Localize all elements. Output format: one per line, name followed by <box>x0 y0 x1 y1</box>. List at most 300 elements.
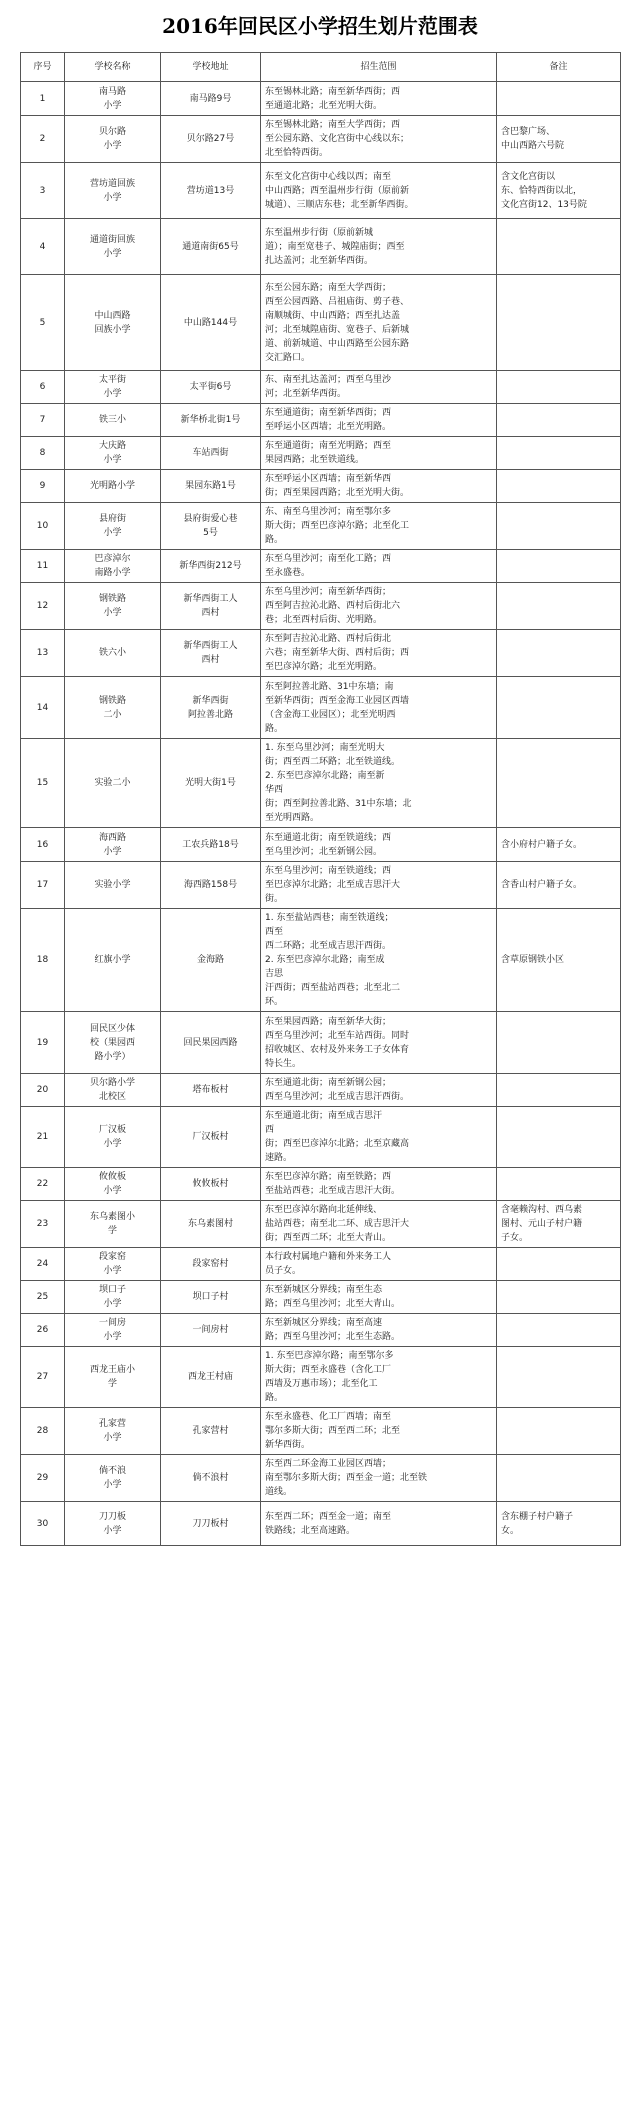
cell-enrollment-range-line: 东至乌里沙河；南至化工路；西 <box>265 554 392 564</box>
enrollment-table <box>20 52 621 1546</box>
cell-enrollment-range-line: 交汇路口。 <box>265 352 311 363</box>
cell-enrollment-range-line: 扎达盖河；北至新华西街。 <box>265 255 374 266</box>
table-row <box>21 503 621 550</box>
cell-enrollment-range-line: 路；西至乌里沙河；北至大青山。 <box>265 1299 401 1309</box>
cell-school-name <box>65 1408 161 1455</box>
cell-no: 21 <box>21 1107 65 1168</box>
cell-note <box>497 1107 621 1168</box>
cell-school-address <box>161 82 261 116</box>
cell-enrollment-range-line: 西二环路；北至成吉思汗西街。 <box>265 941 392 951</box>
cell-school-name-line: 坝口子 <box>98 1285 126 1295</box>
table-row <box>21 630 621 677</box>
cell-enrollment-range-line: 东至锡林北路；南至大学西街；西 <box>265 120 401 130</box>
cell-school-name-line: 贝尔路小学 <box>89 1078 135 1088</box>
cell-note-line: 图村、元山子村户籍 <box>501 1219 583 1229</box>
cell-school-name-line: 海西路 <box>98 832 126 843</box>
cell-school-name-line: 小学 <box>103 1332 122 1342</box>
cell-school-address <box>161 1074 261 1107</box>
cell-note-line: 含文化宫街以 <box>501 171 556 182</box>
cell-enrollment-range-line: 城道）、三顺店东巷；北至新华西街。 <box>265 199 414 210</box>
cell-enrollment-range-line: 东至温州步行街（原前新城 <box>265 227 374 238</box>
cell-enrollment-range <box>261 1408 497 1455</box>
cell-school-address-line: 太平街6号 <box>189 382 232 392</box>
cell-school-name <box>65 909 161 1012</box>
cell-note <box>497 550 621 583</box>
cell-school-address-line: 西村 <box>201 655 220 665</box>
header-note: 备注 <box>497 53 621 82</box>
cell-school-name-line: 学 <box>107 1379 117 1389</box>
cell-school-name-line: 小学 <box>103 192 122 203</box>
cell-school-name <box>65 677 161 739</box>
cell-enrollment-range-line: 2. 东至巴彦淖尔北路；南至成 <box>265 955 385 965</box>
cell-school-address-line: 西村 <box>201 608 220 618</box>
cell-no: 15 <box>21 739 65 828</box>
cell-enrollment-range <box>261 739 497 828</box>
cell-enrollment-range-line: 路；西至乌里沙河；北至生态路。 <box>265 1332 401 1342</box>
cell-school-address <box>161 1248 261 1281</box>
cell-enrollment-range <box>261 630 497 677</box>
cell-note <box>497 275 621 371</box>
cell-enrollment-range-line: 街。 <box>265 894 284 904</box>
cell-note <box>497 1074 621 1107</box>
cell-note <box>497 371 621 404</box>
cell-enrollment-range-line: 至公园东路、文化宫街中心线以东； <box>265 134 410 144</box>
page-title: 2016年回民区小学招生划片范围表 <box>162 14 478 38</box>
cell-enrollment-range-line: 1. 东至盐站西巷；南至铁道线； <box>265 913 394 923</box>
cell-school-address <box>161 219 261 275</box>
cell-school-address-line: 一间房村 <box>192 1325 229 1335</box>
table-row <box>21 1201 621 1248</box>
cell-no: 8 <box>21 437 65 470</box>
cell-school-address <box>161 1408 261 1455</box>
cell-school-name <box>65 503 161 550</box>
cell-note <box>497 909 621 1012</box>
cell-enrollment-range-line: 北至恰特西街。 <box>265 148 329 158</box>
cell-enrollment-range-line: 环。 <box>265 997 284 1007</box>
cell-enrollment-range <box>261 163 497 219</box>
cell-school-name-line: 红旗小学 <box>94 955 131 965</box>
cell-school-name-line: 二小 <box>103 709 122 720</box>
cell-enrollment-range-line: 招收城区、农村及外来务工子女体育 <box>265 1044 410 1055</box>
cell-enrollment-range-line: 街；西至果园西路；北至光明大街。 <box>265 488 410 498</box>
cell-school-name <box>65 1455 161 1502</box>
cell-school-name <box>65 470 161 503</box>
cell-note <box>497 1455 621 1502</box>
cell-note <box>497 862 621 909</box>
cell-school-name-line: 铁六小 <box>98 648 126 658</box>
cell-no: 27 <box>21 1347 65 1408</box>
cell-school-address-line: 新华西街212号 <box>179 561 242 571</box>
cell-enrollment-range-line: 西至乌里沙河；北至成吉思汗西街。 <box>265 1092 410 1102</box>
cell-school-name-line: 一间房 <box>98 1318 126 1328</box>
cell-note <box>497 116 621 163</box>
cell-school-name-line: 大庆路 <box>98 441 126 451</box>
cell-school-address <box>161 862 261 909</box>
table-row <box>21 404 621 437</box>
header-enrollment-range: 招生范围 <box>261 53 497 82</box>
cell-school-address-line: 攸攸板村 <box>192 1179 229 1189</box>
cell-enrollment-range-line: 东至呼运小区西墙；南至新华西 <box>265 474 392 484</box>
cell-school-name-line: 孔家营 <box>98 1419 126 1429</box>
cell-enrollment-range-line: 员子女。 <box>265 1266 302 1276</box>
cell-note-line: 含巴黎广场、 <box>501 127 556 137</box>
cell-note-line: 含香山村户籍子女。 <box>501 880 583 890</box>
cell-note-line: 文化宫街12、13号院 <box>501 199 587 210</box>
table-row <box>21 1168 621 1201</box>
table-row <box>21 1281 621 1314</box>
table-row <box>21 82 621 116</box>
cell-enrollment-range <box>261 1455 497 1502</box>
cell-school-address <box>161 828 261 862</box>
cell-school-name-line: 南马路 <box>98 86 126 97</box>
cell-enrollment-range-line: 东至通道北街；南至新钢公园； <box>265 1078 392 1088</box>
cell-school-name <box>65 219 161 275</box>
cell-enrollment-range <box>261 503 497 550</box>
cell-school-name-line: 通道街回族 <box>89 234 135 245</box>
cell-note-line: 女。 <box>501 1525 520 1536</box>
cell-school-name-line: 中山西路 <box>94 310 131 321</box>
cell-school-name <box>65 1347 161 1408</box>
cell-school-address <box>161 1201 261 1248</box>
cell-enrollment-range-line: 东至巴彦淖尔路向北延伸线、 <box>265 1205 383 1215</box>
cell-enrollment-range-line: 至巴彦淖尔北路；北至成吉思汗大 <box>265 880 401 890</box>
cell-school-address <box>161 116 261 163</box>
cell-note <box>497 404 621 437</box>
cell-enrollment-range-line: 东至乌里沙河；南至新华西街； <box>265 587 392 597</box>
cell-enrollment-range-line: 华西 <box>265 785 284 795</box>
cell-enrollment-range-line: 东至新城区分界线；南至高速 <box>265 1318 383 1328</box>
cell-school-address <box>161 909 261 1012</box>
cell-no: 29 <box>21 1455 65 1502</box>
cell-note <box>497 1201 621 1248</box>
cell-school-address <box>161 163 261 219</box>
cell-no: 30 <box>21 1502 65 1546</box>
cell-school-name <box>65 275 161 371</box>
cell-no: 1 <box>21 82 65 116</box>
cell-school-address-line: 阿拉善北路 <box>187 709 233 720</box>
cell-enrollment-range-line: 道、前新城道、中山西路至公园东路 <box>265 338 410 349</box>
cell-school-address <box>161 583 261 630</box>
cell-enrollment-range <box>261 404 497 437</box>
cell-note-line: 含东棚子村户籍子 <box>501 1511 574 1522</box>
cell-school-name-line: 学 <box>107 1226 117 1236</box>
cell-enrollment-range-line: 本行政村属地户籍和外来务工人 <box>265 1252 392 1262</box>
cell-school-address-line: 果园东路1号 <box>185 481 236 491</box>
cell-school-name-line: 巴彦淖尔 <box>94 554 131 564</box>
cell-school-name-line: 小学 <box>103 141 122 151</box>
cell-school-name-line: 厂汉板 <box>98 1125 126 1135</box>
cell-school-name <box>65 1012 161 1074</box>
cell-school-address-line: 中山路144号 <box>183 317 238 328</box>
cell-school-address-line: 营坊道13号 <box>186 185 235 196</box>
cell-enrollment-range-line: 东至永盛巷、化工厂西墙；南至 <box>265 1412 392 1422</box>
cell-enrollment-range-line: 东至阿吉拉沁北路、西村后街北 <box>265 634 392 644</box>
cell-enrollment-range-line: 东、南至乌里沙河；南至鄂尔多 <box>265 507 392 517</box>
cell-enrollment-range <box>261 1201 497 1248</box>
cell-enrollment-range-line: 西至公园西路、吕祖庙街、剪子巷、 <box>265 296 410 307</box>
cell-enrollment-range <box>261 219 497 275</box>
cell-enrollment-range-line: 至呼运小区西墙；北至光明路。 <box>265 422 392 432</box>
cell-note-line: 含毫赖沟村、西乌素 <box>501 1205 583 1215</box>
cell-school-address <box>161 437 261 470</box>
cell-no: 13 <box>21 630 65 677</box>
cell-note <box>497 828 621 862</box>
cell-enrollment-range <box>261 1281 497 1314</box>
cell-school-name-line: 小学 <box>103 455 122 465</box>
cell-enrollment-range-line: 1. 东至巴彦淖尔路；南至鄂尔多 <box>265 1351 394 1361</box>
cell-enrollment-range-line: 汗西街；西至盐站西巷；北至北二 <box>265 983 401 993</box>
cell-note <box>497 739 621 828</box>
cell-note <box>497 1168 621 1201</box>
cell-enrollment-range <box>261 1314 497 1347</box>
cell-no: 10 <box>21 503 65 550</box>
cell-school-name-line: 钢铁路 <box>98 594 126 604</box>
cell-school-name <box>65 1201 161 1248</box>
cell-enrollment-range-line: 东至乌里沙河；南至铁道线；西 <box>265 866 392 876</box>
cell-enrollment-range <box>261 677 497 739</box>
cell-school-name-line: 小学 <box>103 528 122 538</box>
cell-enrollment-range <box>261 1502 497 1546</box>
cell-school-address-line: 坝口子村 <box>192 1292 229 1302</box>
table-row <box>21 677 621 739</box>
cell-school-name-line: 小学 <box>103 1433 122 1443</box>
cell-no: 20 <box>21 1074 65 1107</box>
cell-enrollment-range-line: 中山西路；西至温州步行街（原前新 <box>265 185 410 196</box>
cell-no: 17 <box>21 862 65 909</box>
cell-enrollment-range-line: 南至鄂尔多斯大街；西至金一道；北至铁 <box>265 1473 428 1483</box>
table-row <box>21 219 621 275</box>
cell-school-address-line: 西龙王村庙 <box>187 1372 233 1382</box>
cell-enrollment-range-line: 西墙及万惠市场）；北至化工 <box>265 1379 378 1389</box>
cell-enrollment-range-line: 西至阿吉拉沁北路、西村后街北六 <box>265 601 401 611</box>
cell-no: 11 <box>21 550 65 583</box>
header-school-name: 学校名称 <box>65 53 161 82</box>
cell-enrollment-range-line: 六巷；南至新华大街、西村后街；西 <box>265 648 410 658</box>
cell-school-name-line: 钢铁路 <box>98 695 126 706</box>
cell-school-address <box>161 470 261 503</box>
table-row <box>21 1107 621 1168</box>
cell-no: 23 <box>21 1201 65 1248</box>
cell-note <box>497 1502 621 1546</box>
cell-enrollment-range-line: 吉思 <box>265 969 284 979</box>
cell-enrollment-range-line: （含金海工业园区）；北至光明西 <box>265 709 396 720</box>
cell-school-address-line: 通道南街65号 <box>182 241 239 252</box>
cell-school-name <box>65 404 161 437</box>
cell-school-name <box>65 739 161 828</box>
cell-school-address-line: 新华西街 <box>192 695 229 706</box>
cell-enrollment-range <box>261 550 497 583</box>
cell-note-line: 含草原钢铁小区 <box>501 955 565 965</box>
cell-no: 14 <box>21 677 65 739</box>
cell-enrollment-range-line: 东至巴彦淖尔路；南至铁路；西 <box>265 1172 392 1182</box>
cell-school-address <box>161 275 261 371</box>
cell-no: 25 <box>21 1281 65 1314</box>
cell-school-address <box>161 1502 261 1546</box>
cell-school-address-line: 南马路9号 <box>189 93 232 104</box>
cell-school-name-line: 光明路小学 <box>89 481 135 491</box>
cell-school-address <box>161 1168 261 1201</box>
table-row <box>21 1408 621 1455</box>
cell-school-name-line: 小学 <box>103 1186 122 1196</box>
cell-no: 4 <box>21 219 65 275</box>
cell-school-name <box>65 862 161 909</box>
cell-school-name-line: 段家窑 <box>98 1252 126 1262</box>
cell-enrollment-range-line: 东至文化宫街中心线以西；南至 <box>265 171 392 182</box>
cell-school-name <box>65 163 161 219</box>
cell-school-name <box>65 1107 161 1168</box>
cell-school-name <box>65 1168 161 1201</box>
cell-note <box>497 219 621 275</box>
cell-no: 2 <box>21 116 65 163</box>
header-no: 序号 <box>21 53 65 82</box>
cell-school-address-line: 倘不浪村 <box>192 1473 229 1483</box>
cell-no: 19 <box>21 1012 65 1074</box>
table-row <box>21 163 621 219</box>
cell-enrollment-range-line: 至光明西路。 <box>265 813 320 823</box>
table-row <box>21 1455 621 1502</box>
table-row <box>21 828 621 862</box>
cell-school-name-line: 回民区少体 <box>89 1023 135 1034</box>
cell-note-line: 东、恰特西街以北， <box>501 185 583 196</box>
cell-school-address-line: 回民果园西路 <box>183 1037 238 1048</box>
cell-enrollment-range-line: 2. 东至巴彦淖尔北路；南至新 <box>265 771 385 781</box>
cell-school-name-line: 小学 <box>103 1139 122 1149</box>
cell-enrollment-range-line: 东、南至扎达盖河；西至乌里沙 <box>265 375 392 385</box>
cell-enrollment-range <box>261 116 497 163</box>
cell-school-name-line: 实验小学 <box>94 880 131 890</box>
cell-enrollment-range <box>261 862 497 909</box>
cell-school-name <box>65 1074 161 1107</box>
cell-school-address-line: 工农兵路18号 <box>182 839 239 850</box>
cell-enrollment-range <box>261 437 497 470</box>
cell-no: 24 <box>21 1248 65 1281</box>
cell-note <box>497 1347 621 1408</box>
table-row <box>21 275 621 371</box>
cell-enrollment-range-line: 东至公园东路；南至大学西街； <box>265 282 392 293</box>
cell-school-name-line: 西龙王庙小 <box>89 1365 135 1375</box>
cell-note-line: 中山西路六号院 <box>501 141 565 151</box>
cell-school-name-line: 攸攸板 <box>98 1172 126 1182</box>
cell-no: 12 <box>21 583 65 630</box>
cell-no: 16 <box>21 828 65 862</box>
cell-school-address <box>161 739 261 828</box>
cell-school-address-line: 光明大街1号 <box>185 778 236 788</box>
cell-enrollment-range-line: 东至果园西路；南至新华大街； <box>265 1016 392 1027</box>
table-header-row <box>21 53 621 82</box>
table-row <box>21 583 621 630</box>
cell-note <box>497 503 621 550</box>
cell-note <box>497 470 621 503</box>
cell-school-name-line: 小学 <box>103 248 122 259</box>
cell-school-name-line: 北校区 <box>98 1092 126 1102</box>
cell-school-name <box>65 583 161 630</box>
cell-enrollment-range-line: 盐站西巷；南至北二环、成吉思汗大 <box>265 1219 410 1229</box>
cell-enrollment-range <box>261 275 497 371</box>
cell-school-address <box>161 1281 261 1314</box>
cell-school-name-line: 营坊道回族 <box>89 178 135 189</box>
cell-school-name-line: 小学 <box>103 1525 122 1536</box>
cell-note <box>497 1281 621 1314</box>
table-row <box>21 862 621 909</box>
cell-enrollment-range-line: 东至西二环；西至金一道；南至 <box>265 1511 392 1522</box>
cell-school-address <box>161 1347 261 1408</box>
cell-school-name-line: 校（果园西 <box>89 1037 135 1048</box>
cell-enrollment-range-line: 特长生。 <box>265 1058 302 1069</box>
cell-note <box>497 1248 621 1281</box>
table-row <box>21 116 621 163</box>
cell-enrollment-range-line: 东至通道北街；南至铁道线；西 <box>265 832 392 843</box>
cell-note <box>497 1012 621 1074</box>
cell-school-address-line: 县府街爱心巷 <box>183 514 238 524</box>
cell-enrollment-range-line: 街；西至阿拉善北路、31中东墙；北 <box>265 799 412 809</box>
cell-note <box>497 583 621 630</box>
cell-school-name-line: 路小学） <box>94 1051 131 1062</box>
table-row <box>21 909 621 1012</box>
cell-note-line: 子女。 <box>501 1233 529 1243</box>
cell-enrollment-range-line: 路。 <box>265 723 284 734</box>
cell-school-address-line: 刀刀板村 <box>192 1518 229 1529</box>
cell-school-name-line: 县府街 <box>98 514 126 524</box>
cell-enrollment-range-line: 河；北至城隍庙街、宽巷子、后新城 <box>265 324 410 335</box>
cell-school-name <box>65 437 161 470</box>
table-row <box>21 437 621 470</box>
header-school-address: 学校地址 <box>161 53 261 82</box>
table-row <box>21 371 621 404</box>
cell-enrollment-range <box>261 1168 497 1201</box>
cell-school-name-line: 小学 <box>103 608 122 618</box>
cell-enrollment-range-line: 至乌里沙河；北至新钢公园。 <box>265 846 383 857</box>
cell-school-address-line: 孔家营村 <box>192 1426 229 1436</box>
cell-enrollment-range <box>261 1012 497 1074</box>
cell-enrollment-range <box>261 828 497 862</box>
cell-school-name-line: 贝尔路 <box>98 127 126 137</box>
cell-enrollment-range-line: 道线。 <box>265 1487 293 1497</box>
cell-no: 28 <box>21 1408 65 1455</box>
cell-enrollment-range-line: 至巴彦淖尔路；北至光明路。 <box>265 662 383 672</box>
cell-enrollment-range-line: 至盐站西巷；北至成吉思汗大街。 <box>265 1186 401 1196</box>
table-row <box>21 1502 621 1546</box>
cell-enrollment-range <box>261 1248 497 1281</box>
cell-enrollment-range-line: 东至新城区分界线；南至生态 <box>265 1285 383 1295</box>
cell-enrollment-range-line: 东至阿拉善北路、31中东墙；南 <box>265 681 394 692</box>
cell-school-address <box>161 404 261 437</box>
cell-school-name <box>65 116 161 163</box>
cell-enrollment-range <box>261 1347 497 1408</box>
cell-note <box>497 677 621 739</box>
cell-enrollment-range-line: 铁路线；北至高速路。 <box>265 1525 356 1536</box>
cell-note-line: 含小府村户籍子女。 <box>501 839 583 850</box>
cell-note <box>497 437 621 470</box>
cell-school-address-line: 东乌素图村 <box>187 1219 233 1229</box>
cell-school-name-line: 小学 <box>103 389 122 399</box>
cell-school-name-line: 小学 <box>103 1299 122 1309</box>
cell-enrollment-range-line: 果园西路；北至铁道线。 <box>265 455 365 465</box>
cell-enrollment-range-line: 街；西至西二环路；北至铁道线。 <box>265 757 401 767</box>
cell-enrollment-range <box>261 1074 497 1107</box>
document <box>20 0 620 1546</box>
cell-school-address <box>161 503 261 550</box>
cell-enrollment-range <box>261 82 497 116</box>
cell-school-name-line: 南路小学 <box>94 568 131 578</box>
cell-school-name <box>65 550 161 583</box>
table-row <box>21 1248 621 1281</box>
cell-school-name-line: 太平街 <box>98 375 126 385</box>
cell-enrollment-range-line: 东至西二环金海工业园区西墙； <box>265 1459 392 1469</box>
cell-enrollment-range-line: 至永盛巷。 <box>265 568 311 578</box>
cell-enrollment-range-line: 速路。 <box>265 1153 293 1163</box>
cell-note <box>497 1314 621 1347</box>
cell-school-address <box>161 677 261 739</box>
